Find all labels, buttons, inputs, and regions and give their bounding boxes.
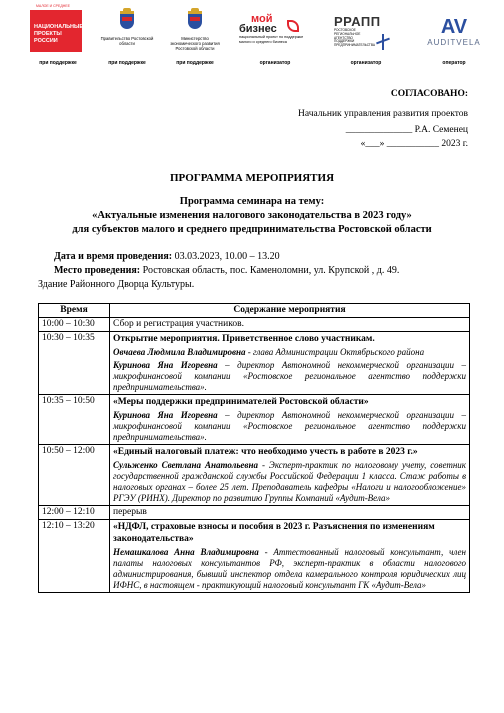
row-time: 10:35 – 10:50 xyxy=(39,395,110,445)
row-time: 12:10 – 13:20 xyxy=(39,520,110,593)
speaker-name: Сульженко Светлана Анатольевна xyxy=(113,460,258,470)
speaker-name: Куринова Яна Игоревна xyxy=(113,410,218,420)
table-row xyxy=(39,395,470,445)
row-content xyxy=(110,520,470,593)
speaker xyxy=(113,410,466,443)
approval-position: Начальник управления развития проектов xyxy=(298,109,468,119)
subject-line-1: Программа семинара на тему: xyxy=(179,196,325,207)
table-row xyxy=(39,445,470,506)
speaker-role: – директор Автономной некоммерческой организации – микрофинансовой компании «Ростовское региональное агентство поддержки предпринимательства». xyxy=(113,410,466,442)
speaker-role: - Аттестованный налоговый консультант, член палаты налоговых консультантов РФ, эксперт-практик в области налогового администрирования, бывший инспектор отдела камерального контроля юридических лиц ИФНС, в настоящем - практикующий налоговый консультант ГК «Аудит-Вела» xyxy=(113,547,466,590)
speaker-role: - глава Администрации Октябрьского района xyxy=(245,347,425,357)
logo-caption: при поддержке xyxy=(39,60,77,66)
event-place: Место проведения: Ростовская область, пос. Каменоломни, ул. Крупской , д. 49. xyxy=(54,265,400,276)
row-time: 10:30 – 10:35 xyxy=(39,332,110,395)
speaker-name: Овчаева Людмила Владимировна xyxy=(113,347,246,357)
session-title: «Меры поддержки предпринимателей Ростовской области» xyxy=(113,397,369,407)
session-title: «Единый налоговый платеж: что необходимо учесть в работе в 2023 г.» xyxy=(113,447,418,457)
row-time: 12:00 – 12:10 xyxy=(39,506,110,520)
row-time: 10:00 – 10:30 xyxy=(39,318,110,332)
coat-of-arms-icon xyxy=(116,8,138,34)
row-content: Сбор и регистрация участников. xyxy=(110,318,470,332)
speaker-name: Немашкалова Анна Владимировна xyxy=(113,547,259,557)
speaker-role: – директор Автономной некоммерческой организации – микрофинансовой компании «Ростовское региональное агентство поддержки предпринимательства». xyxy=(113,360,466,392)
approval-signature: ______________ Р.А. Семенец xyxy=(345,125,468,135)
speaker xyxy=(113,547,466,591)
logo-caption: оператор xyxy=(442,60,466,66)
table-row xyxy=(39,318,470,332)
auditvela-logo: AV AUDITVELA оператор xyxy=(415,8,493,47)
subject-line-3: для субъектов малого и среднего предпринимательства Ростовской области xyxy=(72,224,432,235)
row-content xyxy=(110,332,470,395)
table-row xyxy=(39,506,470,520)
row-content xyxy=(110,445,470,506)
session-title: «НДФЛ, страховые взносы и пособия в 2023 г. Разъяснения по изменениям законодательства» xyxy=(113,522,435,544)
logo-caption: при поддержке xyxy=(176,60,214,66)
rrapp-logo: РРАПП РОСТОВСКОЕ РЕГИОНАЛЬНОЕ АГЕНТСТВО ПОДДЕРЖКИ ПРЕДПРИНИМАТЕЛЬСТВА организатор xyxy=(326,8,406,48)
event-place-building: Здание Районного Дворца Культуры. xyxy=(38,279,195,290)
national-projects-badge: НАЦИОНАЛЬНЫЕ ПРОЕКТЫ РОССИИ xyxy=(30,10,82,52)
schedule-table xyxy=(38,303,470,593)
table-row xyxy=(39,332,470,395)
coat-of-arms-icon xyxy=(184,8,206,34)
approval-date: «___» ___________ 2023 г. xyxy=(360,139,468,149)
table-header-row xyxy=(39,304,470,318)
speaker xyxy=(113,460,466,504)
row-time: 10:50 – 12:00 xyxy=(39,445,110,506)
page-title: ПРОГРАММА МЕРОПРИЯТИЯ xyxy=(169,172,335,184)
column-header-time: Время xyxy=(39,304,110,318)
row-content: перерыв xyxy=(110,506,470,520)
logo-caption: организатор xyxy=(259,60,291,66)
logo-caption: организатор xyxy=(350,60,382,66)
subject-line-2: «Актуальные изменения налогового законодательства в 2023 году» xyxy=(92,210,412,221)
event-date: Дата и время проведения: 03.03.2023, 10.00 – 13.20 xyxy=(54,251,280,262)
economy-ministry-logo: Министерство экономического развития Ростовской области при поддержке xyxy=(168,8,222,51)
national-projects-logo: МАЛОЕ И СРЕДНЕЕ НАЦИОНАЛЬНЫЕ ПРОЕКТЫ РОССИИ при поддержке xyxy=(30,8,86,52)
session-title: Открытие мероприятия. Приветственное слово участникам. xyxy=(113,334,375,344)
column-header-content: Содержание мероприятия xyxy=(110,304,470,318)
rostov-government-logo: Правительство Ростовской области при поддержке xyxy=(100,8,154,46)
logo-strip xyxy=(30,4,490,70)
av-mark-icon: AV xyxy=(440,16,468,38)
logo-caption: при поддержке xyxy=(108,60,146,66)
speaker-name: Куринова Яна Игоревна xyxy=(113,360,218,370)
speaker xyxy=(113,347,466,358)
approval-title: СОГЛАСОВАНО: xyxy=(390,89,468,99)
speaker-role: - Эксперт-практик по налоговому учету, советник государственной гражданской службы Российской Федерации 1 класса. Стаж работы в налоговых органах – более 25 лет. Преподаватель кафедры «Налоги и налогообложение» РГЭУ (РИНХ). Директор по развитию Группы Компаний «Аудит-Вела» xyxy=(113,460,466,503)
moy-biznes-logo: мой бизнес национальный проект по поддержке малого и среднего бизнеса организатор xyxy=(235,8,315,44)
figure-icon xyxy=(376,34,390,50)
table-row xyxy=(39,520,470,593)
row-content xyxy=(110,395,470,445)
speaker xyxy=(113,360,466,393)
